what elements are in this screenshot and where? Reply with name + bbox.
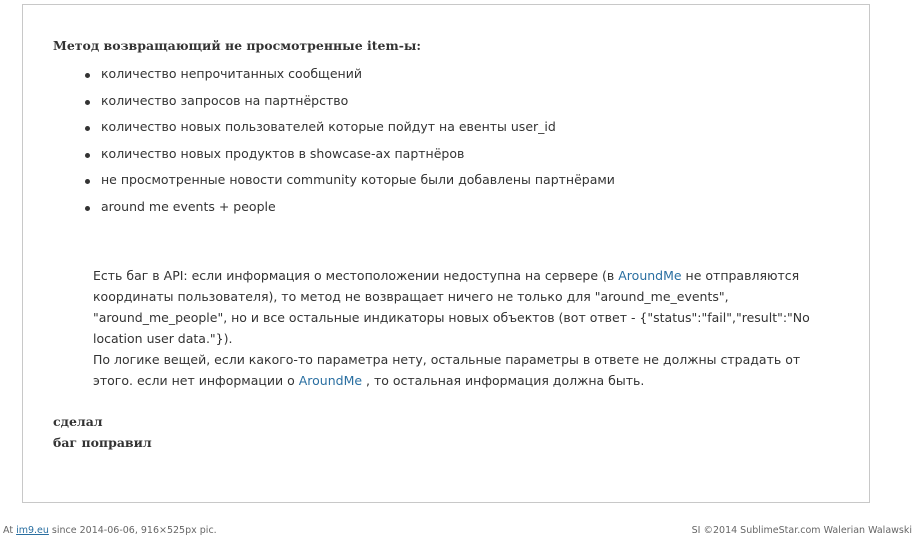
list-item: количество новых продуктов в showcase-ах партнёров xyxy=(81,141,615,168)
footer-right: SI ©2014 SublimeStar.com Walerian Walawski xyxy=(691,525,912,536)
footer xyxy=(0,525,916,537)
site-link[interactable]: im9.eu xyxy=(16,525,49,536)
aroundme-link[interactable]: AroundMe xyxy=(618,268,682,283)
paragraph-text: По логике вещей, если какого-то параметра нету, остальные параметры в ответе не должны страдать от этого. если нет информации о xyxy=(93,352,801,388)
status-note xyxy=(53,411,152,453)
paragraph-text: Есть баг в API: если информация о местоположении недоступна на сервере (в xyxy=(93,268,619,283)
section-heading: Метод возвращающий не просмотренные item-ы: xyxy=(53,38,422,53)
aroundme-link[interactable]: AroundMe xyxy=(298,373,363,388)
items-list xyxy=(81,61,615,220)
status-line: сделал xyxy=(53,414,103,429)
bug-description xyxy=(93,265,838,391)
paragraph-text: , то остальная информация должна быть. xyxy=(362,373,645,388)
list-item: количество непрочитанных сообщений xyxy=(81,61,615,88)
list-item: around me events + people xyxy=(81,194,615,221)
list-item: количество новых пользователей которые пойдут на евенты user_id xyxy=(81,114,615,141)
content-card xyxy=(22,4,870,503)
status-line: баг поправил xyxy=(53,435,152,450)
footer-suffix: since 2014-06-06, 916×525px pic. xyxy=(48,525,217,536)
footer-prefix: At xyxy=(3,525,17,536)
paragraph-text: не отправляются координаты пользователя), то метод не возвращает ничего не только для "around_me_events", "around_me_people", но и все остальные индикаторы новых объектов (вот ответ - {"status":"fail","result":"No location user data."}). xyxy=(93,268,810,346)
list-item: не просмотренные новости community которые были добавлены партнёрами xyxy=(81,167,615,194)
footer-left xyxy=(3,525,217,537)
list-item: количество запросов на партнёрство xyxy=(81,88,615,115)
